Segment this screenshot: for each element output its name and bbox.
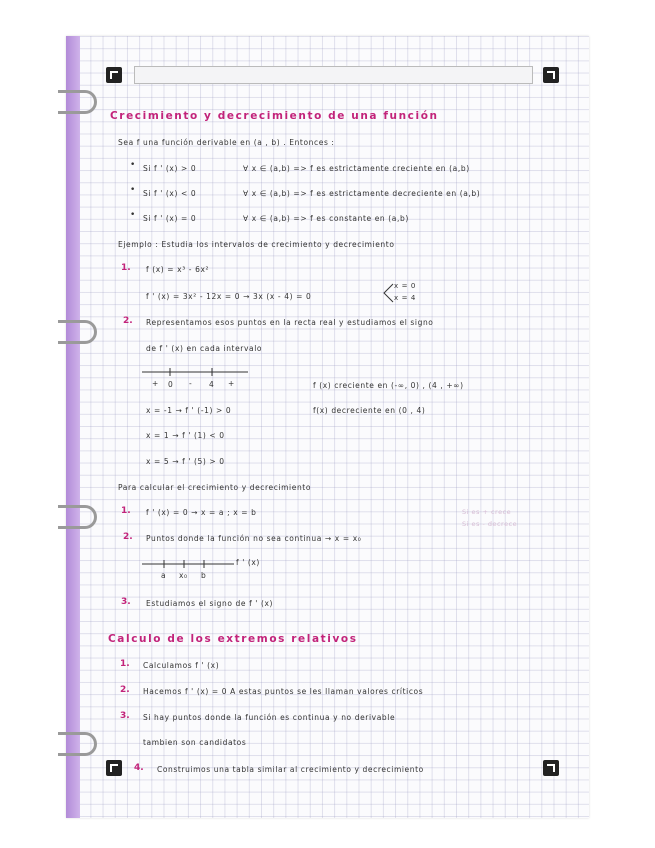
faint-note: Si es + crece xyxy=(462,508,512,516)
derivative-equation: f ' (x) = 3x² - 12x = 0 → 3x (x - 4) = 0 xyxy=(146,292,312,301)
corner-marker-icon xyxy=(106,760,122,776)
step-number: 3. xyxy=(120,711,130,721)
sign-label: + xyxy=(152,379,159,388)
function-definition: f (x) = x³ - 6x² xyxy=(146,265,210,274)
tick-label: a xyxy=(161,571,167,580)
step-text: Puntos donde la función no sea continua → x = x₀ xyxy=(146,534,362,543)
result-text: f (x) creciente en (-∞, 0) , (4 , +∞) xyxy=(313,381,464,390)
rule-conclusion: ∀ x ∈ (a,b) => f es estrictamente creciente en (a,b) xyxy=(243,164,470,173)
step-number: 4. xyxy=(134,763,144,773)
brace-icon xyxy=(381,282,395,304)
bullet-icon: • xyxy=(130,185,136,195)
test-value: x = 1 → f ' (1) < 0 xyxy=(146,431,225,440)
notebook-page xyxy=(66,36,589,818)
intro-text: Sea f una función derivable en (a , b) . Entonces : xyxy=(118,138,335,147)
binder-ring-icon xyxy=(58,732,97,756)
faint-note: Si es - decrece xyxy=(462,520,518,528)
step-text: Calculamos f ' (x) xyxy=(143,661,220,670)
step-number: 2. xyxy=(120,685,130,695)
binder-ring-icon xyxy=(58,505,97,529)
corner-marker-icon xyxy=(106,67,122,83)
example-label: Ejemplo : Estudia los intervalos de crecimiento y decrecimiento xyxy=(118,240,395,249)
result-text: f(x) decreciente en (0 , 4) xyxy=(313,406,426,415)
rule-conclusion: ∀ x ∈ (a,b) => f es constante en (a,b) xyxy=(243,214,409,223)
section-title: Calculo de los extremos relativos xyxy=(108,633,358,645)
step-text: tambien son candidatos xyxy=(143,738,247,747)
step-number: 2. xyxy=(123,316,133,326)
bullet-icon: • xyxy=(130,210,136,220)
rule-condition: Si f ' (x) = 0 xyxy=(143,214,197,223)
root-value: x = 0 xyxy=(394,282,416,290)
number-line xyxy=(142,558,242,572)
tick-label: 4 xyxy=(209,380,215,389)
header-box xyxy=(134,66,533,84)
binder-ring-icon xyxy=(58,320,97,344)
step-text: Estudiamos el signo de f ' (x) xyxy=(146,599,274,608)
corner-marker-icon xyxy=(543,760,559,776)
step-number: 2. xyxy=(123,532,133,542)
step-text: de f ' (x) en cada intervalo xyxy=(146,344,263,353)
page-title: Crecimiento y decrecimiento de una función xyxy=(110,110,439,122)
test-value: x = -1 → f ' (-1) > 0 xyxy=(146,406,232,415)
rule-condition: Si f ' (x) > 0 xyxy=(143,164,197,173)
page-margin-strip xyxy=(66,36,80,818)
bullet-icon: • xyxy=(130,160,136,170)
root-value: x = 4 xyxy=(394,294,416,302)
line-function-label: f ' (x) xyxy=(236,558,260,567)
step-text: f ' (x) = 0 → x = a ; x = b xyxy=(146,508,257,517)
step-text: Construimos una tabla similar al crecimiento y decrecimiento xyxy=(157,765,424,774)
step-text: Si hay puntos donde la función es continua y no derivable xyxy=(143,713,396,722)
step-number: 1. xyxy=(121,506,131,516)
binder-ring-icon xyxy=(58,90,97,114)
step-text: Hacemos f ' (x) = 0 A estas puntos se les llaman valores críticos xyxy=(143,687,424,696)
step-number: 3. xyxy=(121,597,131,607)
corner-marker-icon xyxy=(543,67,559,83)
sign-label: + xyxy=(228,379,235,388)
sign-label: - xyxy=(189,379,193,388)
number-line xyxy=(142,366,252,380)
step-text: Representamos esos puntos en la recta real y estudiamos el signo xyxy=(146,318,434,327)
procedure-label: Para calcular el crecimiento y decrecimiento xyxy=(118,483,312,492)
step-number: 1. xyxy=(120,659,130,669)
tick-label: b xyxy=(201,571,207,580)
test-value: x = 5 → f ' (5) > 0 xyxy=(146,457,225,466)
tick-label: x₀ xyxy=(179,571,188,580)
rule-condition: Si f ' (x) < 0 xyxy=(143,189,197,198)
tick-label: 0 xyxy=(168,380,174,389)
rule-conclusion: ∀ x ∈ (a,b) => f es estrictamente decreciente en (a,b) xyxy=(243,189,481,198)
step-number: 1. xyxy=(121,263,131,273)
